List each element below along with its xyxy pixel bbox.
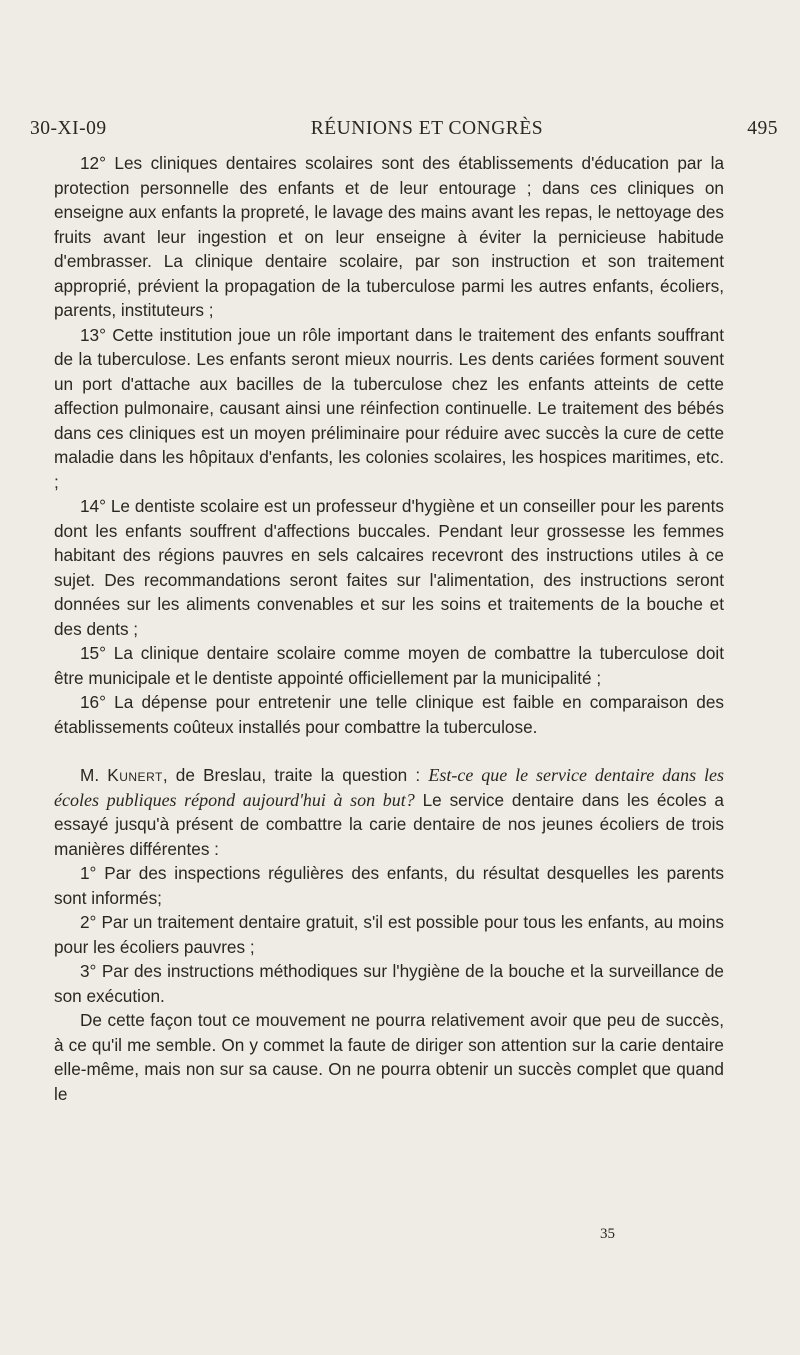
issue-date: 30-XI-09	[30, 118, 107, 139]
kunert-intro: , de Breslau, traite la question :	[162, 765, 429, 785]
paragraph-12: 12° Les cliniques dentaires scolaires sont des établissements d'éducation par la protection personnelle des enfants et de leur entourage ; dans ces cliniques on enseigne aux enfants la propreté, le lavage des mains avant les repas, le nettoyage des fruits avant leur ingestion et on leur enseigne à éviter la pernicieuse habitude d'embrasser. La clinique dentaire scolaire, par son instruction et son traitement approprié, prévient la propagation de la tuberculose parmi les autres enfants, écoliers, parents, instituteurs ;	[54, 153, 724, 320]
paragraph-15: 15° La clinique dentaire scolaire comme moyen de combattre la tuberculose doit être municipale et le dentiste appointé officiellement par la municipalité ;	[54, 643, 724, 688]
item-1: 1° Par des inspections régulières des enfants, du résultat desquelles les parents sont informés;	[54, 863, 724, 908]
page-number: 495	[747, 118, 778, 139]
body-text	[54, 151, 724, 1106]
item-2: 2° Par un traitement dentaire gratuit, s'il est possible pour tous les enfants, au moins pour les écoliers pauvres ;	[54, 912, 724, 957]
running-header	[30, 118, 778, 146]
paragraph-16: 16° La dépense pour entretenir une telle clinique est faible en comparaison des établissements coûteux installés pour combattre la tuberculose.	[54, 692, 724, 737]
paragraph-13: 13° Cette institution joue un rôle important dans le traitement des enfants souffrant de la tuberculose. Les enfants seront mieux nourris. Les dents cariées forment souvent un port d'attache aux bacilles de la tuberculose chez les enfants atteints de cette affection pulmonaire, causant ainsi une réinfection continuelle. Le traitement des bébés dans ces cliniques est un moyen préliminaire pour réduire avec succès la cure de cette maladie dans les hôpitaux d'enfants, les colonies scolaires, les hospices maritimes, etc. ;	[54, 324, 724, 492]
paragraph-14: 14° Le dentiste scolaire est un professeur d'hygiène et un conseiller pour les parents dont les enfants souffrent d'affections buccales. Pendant leur grossesse les femmes habitant des régions pauvres en sels calcaires recevront des instructions utiles à ce sujet. Des recommandations seront faites sur l'alimentation, des instructions seront données sur les aliments convenables et sur les soins et traitements de la bouche et des dents ;	[54, 496, 724, 639]
author-name: Kunert	[107, 765, 163, 785]
kunert-paragraph	[54, 763, 724, 861]
signature-mark: 35	[600, 1226, 615, 1242]
kunert-prefix: M.	[80, 765, 108, 785]
item-3: 3° Par des instructions méthodiques sur l'hygiène de la bouche et la surveillance de son exécution.	[54, 961, 724, 1006]
closing-paragraph: De cette façon tout ce mouvement ne pourra relativement avoir que peu de succès, à ce qu'il me semble. On y commet la faute de diriger son attention sur la carie dentaire elle-même, mais non sur sa cause. On ne pourra obtenir un succès complet que quand le	[54, 1010, 724, 1104]
question-title: Est-ce que le service dentaire dans les écoles publiques répond aujourd'hui à son but?	[54, 765, 724, 810]
running-title: RÉUNIONS ET CONGRÈS	[310, 118, 544, 139]
kunert-rest: Le service dentaire dans les écoles a essayé jusqu'à présent de combattre la carie dentaire de nos jeunes écoliers de trois manières différentes :	[54, 789, 724, 859]
